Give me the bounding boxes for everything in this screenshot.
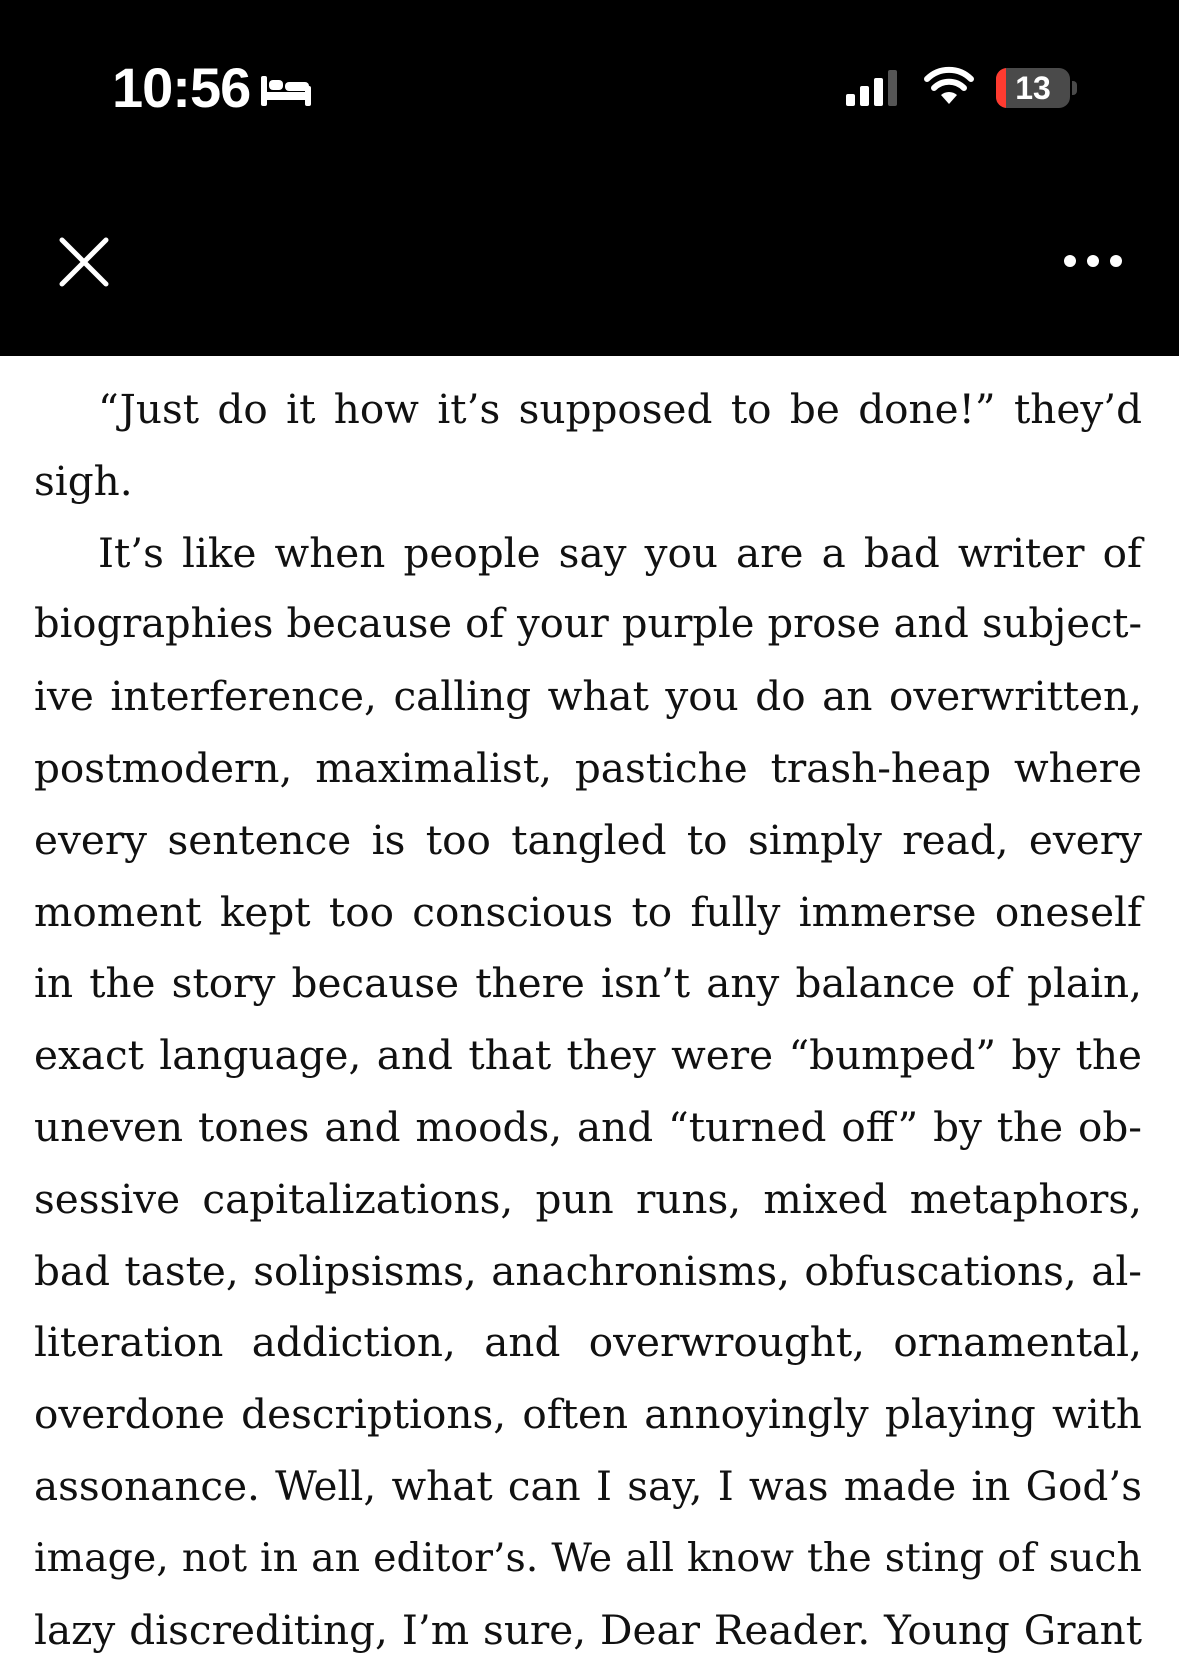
book-page-text [34,374,1142,1666]
text-line: biographies because of your purple prose and subject- [34,601,1142,648]
more-options-icon[interactable] [1060,246,1128,276]
battery-body [996,68,1070,108]
text-line: overdone descriptions, often annoyingly playing with [34,1390,1142,1439]
text-line: “Just do it how it’s supposed to be done!” they’d [98,385,1142,433]
text-line: in the story because there isn’t any balance of plain, [34,959,1142,1008]
text-line: assonance. Well, what can I say, I was made in God’s [34,1461,1142,1510]
text-line: bad taste, solipsisms, anachronisms, obfuscations, al- [34,1246,1142,1295]
close-icon[interactable] [56,234,112,290]
text-line: literation addiction, and overwrought, ornamental, [34,1318,1142,1367]
text-line: sigh. [34,456,133,505]
battery-indicator [996,68,1074,110]
status-time: 10:56 [112,56,251,119]
text-line: lazy discrediting, I’m sure, Dear Reader. Young Grant [34,1605,1142,1654]
wifi-icon [924,66,974,106]
battery-percent: 13 [1015,70,1051,106]
text-line: ive interference, calling what you do an overwritten, [34,672,1142,721]
text-line: postmodern, maximalist, pastiche trash-heap where [34,743,1142,792]
text-line: moment kept too conscious to fully immerse oneself [34,887,1142,936]
text-line: every sentence is too tangled to simply read, every [34,815,1142,864]
text-line: exact language, and that they were “bumped” by the [34,1031,1142,1080]
text-line: sessive capitalizations, pun runs, mixed metaphors, [34,1174,1142,1223]
battery-cap [1072,81,1077,95]
text-line: image, not in an editor’s. We all know the sting of such [34,1534,1142,1581]
text-line: It’s like when people say you are a bad writer of [98,528,1142,577]
text-line: uneven tones and moods, and “turned off” by the ob- [34,1102,1142,1151]
top-bar [0,0,1179,356]
cellular-signal-icon [844,68,904,108]
bed-icon [259,72,313,108]
